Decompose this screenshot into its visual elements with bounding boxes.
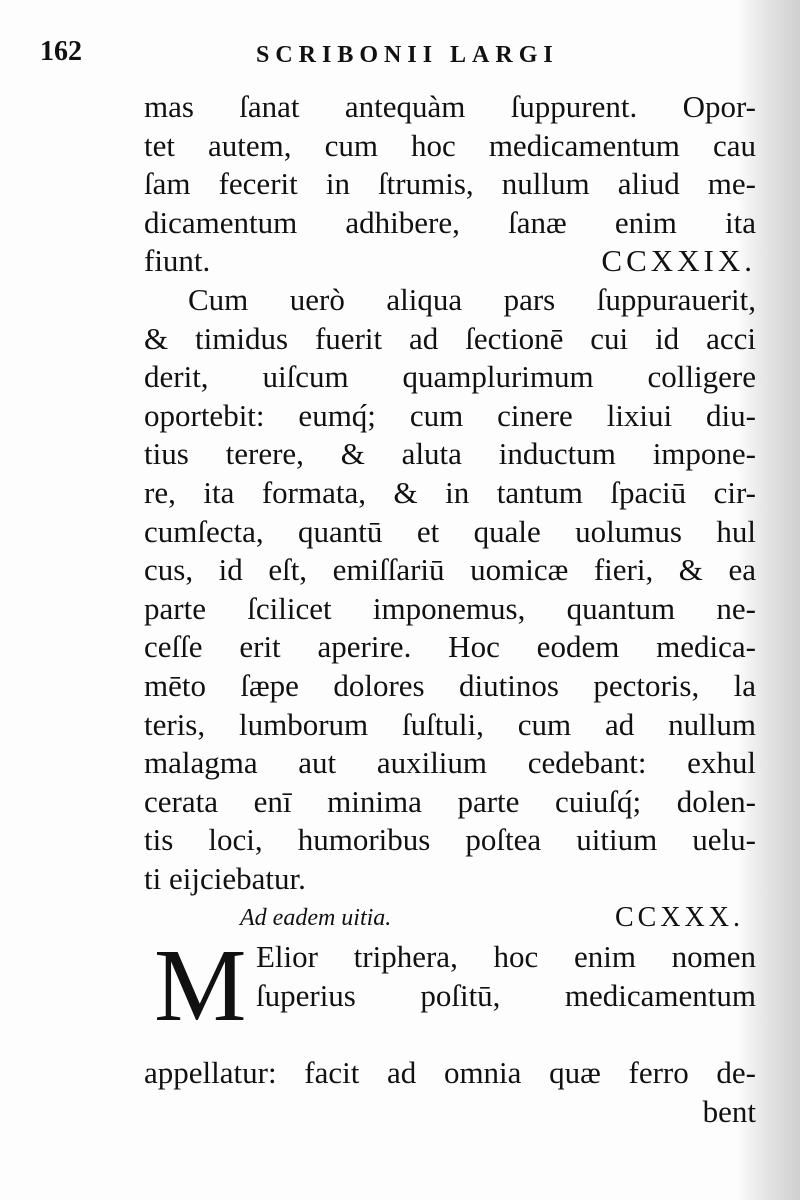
text-line: ti eijciebatur. [144,860,306,896]
text-line: mēto ſæpe dolores diutinos pectoris, la [144,667,756,703]
drop-cap-initial: M [154,928,247,1044]
text-line: mas ſanat antequàm ſuppurent. Opor- [144,89,756,124]
page-number: 162 [40,36,82,67]
text-line: Elior triphera, hoc enim nomen [256,939,756,975]
text-line: malagma aut auxilium cedebant: exhul [144,745,756,781]
catchword: bent [702,1094,756,1130]
text-line: cumſecta, quantū et quale uolumus hul [144,513,756,549]
text-line: ſam fecerit in ſtrumis, nullum aliud me- [144,166,756,202]
text-line: tius terere, & aluta inductum impone- [144,436,756,472]
running-head: SCRIBONII LARGI [256,42,559,68]
text-line: ceſſe erit aperire. Hoc eodem medica- [144,629,756,665]
text-line: re, ita formata, & in tantum ſpaciū cir- [144,474,756,510]
text-line: appellatur: facit ad omnia quæ ferro de- [144,1055,756,1091]
text-line: oportebit: eumq́; cum cinere lixiui diu- [144,397,756,433]
section-heading-text: Ad eadem uitia. [240,905,392,932]
text-line: & timidus fuerit ad ſectionē cui id acci [144,320,756,356]
text-line: tet autem, cum hoc medicamentum cau [144,127,756,163]
initial-block [144,928,756,1054]
text-line: cus, id eſt, emiſſariū uomicæ fieri, & ea [144,552,756,588]
section-heading [240,898,756,938]
body-text [144,88,756,1131]
chapter-number: CCXXIX. [601,243,756,279]
page-header [40,36,740,76]
text-line: teris, lumborum ſuſtuli, cum ad nullum [144,706,756,742]
text-line: Cum uerò aliqua pars ſuppurauerit, [188,281,756,317]
text-line: ſuperius poſitū, medicamentum [256,978,756,1014]
chapter-number: CCXXX. [614,902,744,934]
text-line: dicamentum adhibere, ſanæ enim ita [144,204,756,240]
text-line: parte ſcilicet imponemus, quantum ne- [144,590,756,626]
text-line: derit, uiſcum quamplurimum colligere [144,359,756,395]
line-text: fiunt. [144,243,211,279]
text-line: cerata enī minima parte cuiuſq́; dolen- [144,783,756,819]
text-line [144,242,756,281]
text-line: tis loci, humoribus poſtea uitium uelu- [144,822,756,858]
